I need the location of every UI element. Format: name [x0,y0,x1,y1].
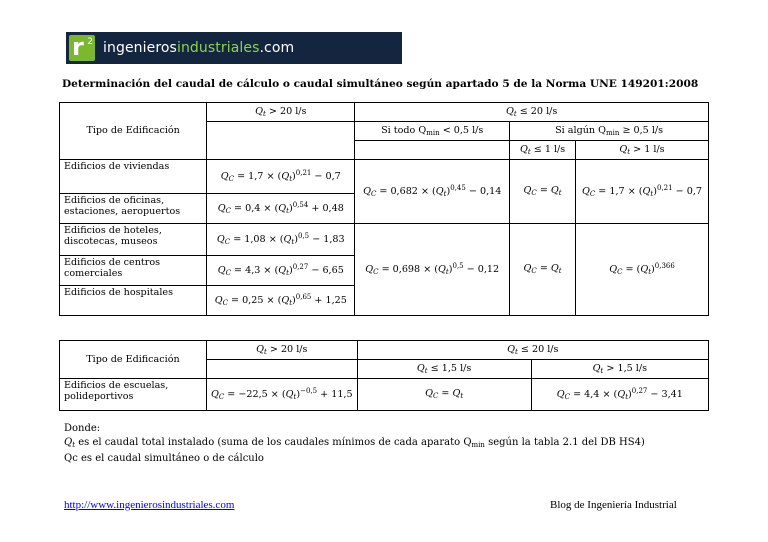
notes-line-qt: $Q_t$ es el caudal total instalado (suma de los caudales mínimos de cada aparato $Q_{min}$ según la tabla 2.1 del DB HS4) [64,437,645,449]
footer-blog-name: Blog de Ingeniería Industrial [550,499,677,511]
header-qt-gt-20: $Q_t > 20$ l/s [207,103,355,122]
formula-group-b-le1: $Q_C = Q_t$ [510,224,576,316]
header-qt-le-20: $Q_t \le 20$ l/s [355,103,709,122]
formula-group-b: $Q_C = 0,698 \times (Q_t)^{0,5} - 0,12$ [355,224,510,316]
header-tipo: Tipo de Edificación [60,103,207,160]
header-qmin-empty [207,122,355,160]
document-title: Determinación del caudal de cálculo o caudal simultáneo según apartado 5 de la Norma UNE 149201:2008 [62,78,699,90]
row-tipo-centros: Edificios de centros comerciales [60,256,207,286]
formula-viviendas: $Q_C = 1,7 \times (Q_t)^{0,21} - 0,7$ [207,160,355,194]
formula-hospitales: $Q_C = 0,25 \times (Q_t)^{0,65} + 1,25$ [207,286,355,316]
row-tipo-oficinas: Edificios de oficinas, estaciones, aeropuertos [60,194,207,224]
formula-oficinas: $Q_C = 0,4 \times (Q_t)^{0,54} + 0,48$ [207,194,355,224]
formula-hoteles: $Q_C = 1,08 \times (Q_t)^{0,5} - 1,83$ [207,224,355,256]
site-name: ingenierosindustriales.com [103,40,295,56]
formula-escuelas-le15: $Q_C = Q_t$ [357,379,531,411]
site-logo-icon: r 2 [69,35,95,61]
notes-heading: Donde: [64,423,101,434]
header-tipo-2: Tipo de Edificación [60,341,207,379]
formula-group-a: $Q_C = 0,682 \times (Q_t)^{0,45} - 0,14$ [355,160,510,224]
formula-centros: $Q_C = 4,3 \times (Q_t)^{0,27} - 6,65$ [207,256,355,286]
header-qt-le-1: $Q_t \le 1$ l/s [510,141,576,160]
formula-escuelas-gt20: $Q_C = -22,5 \times (Q_t)^{-0,5} + 11,5$ [206,379,357,411]
flow-table-main [59,102,709,316]
row-tipo-viviendas: Edificios de viviendas [60,160,207,194]
header2-qt-le-15: $Q_t \le 1,5$ l/s [357,360,531,379]
header2-qt-gt-15: $Q_t > 1,5$ l/s [531,360,708,379]
notes-block [64,422,645,466]
header2-qt-gt-20: $Q_t > 20$ l/s [206,341,357,360]
formula-group-a-le1: $Q_C = Q_t$ [510,160,576,224]
header2-qt-le-20: $Q_t \le 20$ l/s [357,341,708,360]
row-tipo-hospitales: Edificios de hospitales [60,286,207,316]
formula-escuelas-gt15: $Q_C = 4,4 \times (Q_t)^{0,27} - 3,41$ [531,379,708,411]
formula-group-b-gt1: $Q_C = (Q_t)^{0,366}$ [576,224,709,316]
row-tipo-hoteles: Edificios de hoteles, discotecas, museos [60,224,207,256]
formula-group-a-gt1: $Q_C = 1,7 \times (Q_t)^{0,21} - 0,7$ [576,160,709,224]
header-si-todo: Si todo $Q_{min} < 0,5$ l/s [355,122,510,141]
header-si-algun: Si algún $Q_{min} \ge 0,5$ l/s [510,122,709,141]
row-tipo-escuelas: Edificios de escuelas, polideportivos [60,379,207,411]
footer-site-link[interactable]: http://www.ingenierosindustriales.com [64,499,235,511]
flow-table-schools [59,340,709,411]
header-si-todo-empty [355,141,510,160]
site-banner[interactable] [66,32,402,64]
header-qt-gt-1: $Q_t > 1$ l/s [576,141,709,160]
header2-empty [206,360,357,379]
notes-line-qc: Qc es el caudal simultáneo o de cálculo [64,453,264,464]
